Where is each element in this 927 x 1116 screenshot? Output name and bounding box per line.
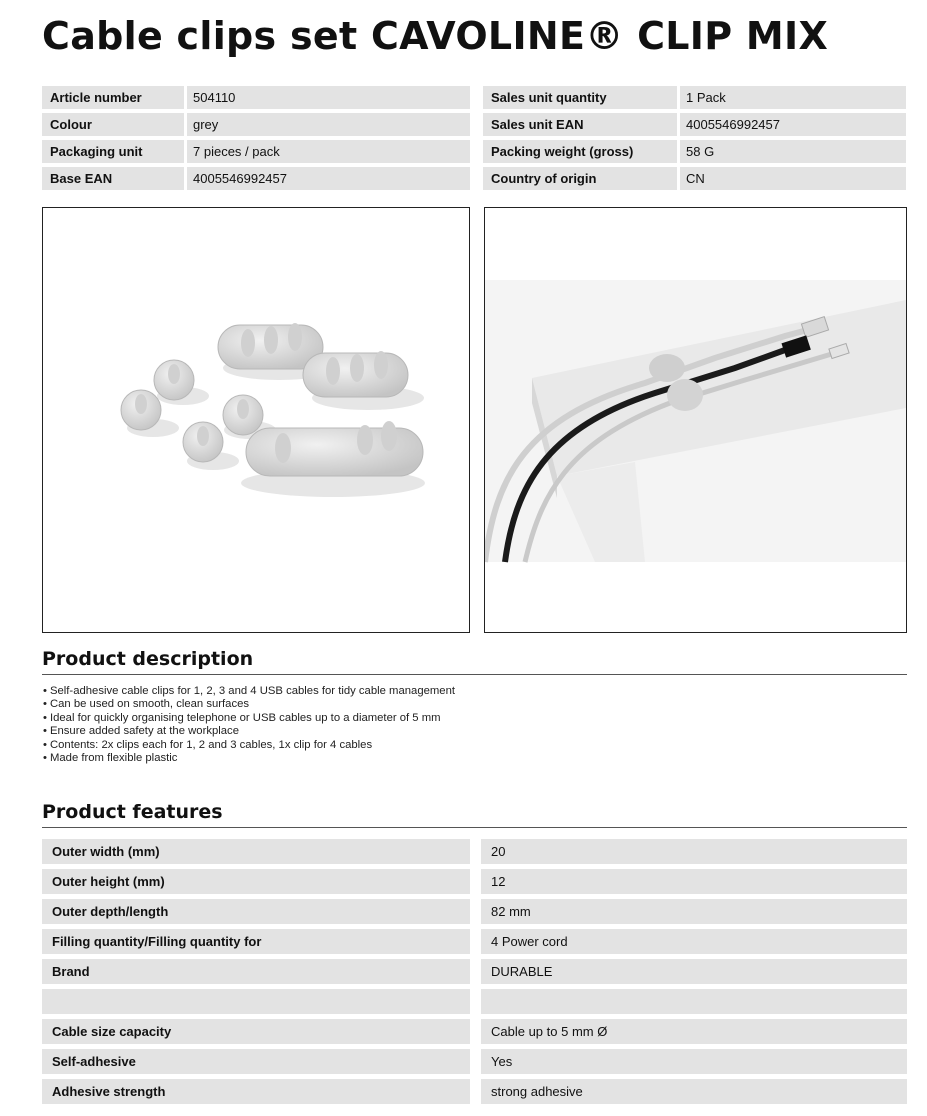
- table-row: [42, 839, 907, 864]
- feature-value: 82 mm: [481, 899, 907, 924]
- divider: [42, 674, 907, 675]
- spec-row: [483, 86, 906, 109]
- feature-value: 20: [481, 839, 907, 864]
- description-list: [43, 685, 455, 765]
- spec-label: Base EAN: [42, 167, 184, 190]
- feature-label: Outer depth/length: [42, 899, 470, 924]
- spec-value: 4005546992457: [187, 167, 470, 190]
- spec-label: Article number: [42, 86, 184, 109]
- table-row: [42, 869, 907, 894]
- table-row: [42, 1019, 907, 1044]
- spec-value: 504110: [187, 86, 470, 109]
- table-row: [42, 899, 907, 924]
- spec-table-left: [42, 86, 470, 194]
- feature-value: DURABLE: [481, 959, 907, 984]
- feature-value: 12: [481, 869, 907, 894]
- table-row: [42, 989, 907, 1014]
- spec-row: [483, 113, 906, 136]
- spec-label: Sales unit EAN: [483, 113, 677, 136]
- spec-value: 1 Pack: [680, 86, 906, 109]
- feature-label: Filling quantity/Filling quantity for: [42, 929, 470, 954]
- list-item: • Self-adhesive cable clips for 1, 2, 3 and 4 USB cables for tidy cable management: [43, 685, 455, 698]
- table-row: [42, 1049, 907, 1074]
- list-item: • Can be used on smooth, clean surfaces: [43, 698, 455, 711]
- table-row: [42, 1079, 907, 1104]
- spec-value: 58 G: [680, 140, 906, 163]
- feature-value: Yes: [481, 1049, 907, 1074]
- feature-label: Brand: [42, 959, 470, 984]
- features-heading: Product features: [42, 801, 223, 823]
- feature-value: 4 Power cord: [481, 929, 907, 954]
- divider: [42, 827, 907, 828]
- table-row: [42, 959, 907, 984]
- spec-label: Packing weight (gross): [483, 140, 677, 163]
- cable-clips-illustration: [43, 208, 469, 632]
- feature-label: Outer width (mm): [42, 839, 470, 864]
- spec-row: [483, 167, 906, 190]
- table-row: [42, 929, 907, 954]
- features-table: [42, 839, 907, 1109]
- spec-table-right: [483, 86, 906, 194]
- list-item: • Made from flexible plastic: [43, 752, 455, 765]
- feature-label: Self-adhesive: [42, 1049, 470, 1074]
- page-title: Cable clips set CAVOLINE® CLIP MIX: [42, 14, 829, 58]
- desk-with-cables-illustration: [485, 208, 906, 632]
- product-image-clips: [42, 207, 470, 633]
- feature-label: Adhesive strength: [42, 1079, 470, 1104]
- spec-row: [483, 140, 906, 163]
- description-heading: Product description: [42, 648, 254, 670]
- feature-value: [481, 989, 907, 1014]
- spec-row: [42, 167, 470, 190]
- feature-label: Cable size capacity: [42, 1019, 470, 1044]
- list-item: • Contents: 2x clips each for 1, 2 and 3 cables, 1x clip for 4 cables: [43, 739, 455, 752]
- feature-label: Outer height (mm): [42, 869, 470, 894]
- spec-value: 4005546992457: [680, 113, 906, 136]
- list-item: • Ensure added safety at the workplace: [43, 725, 455, 738]
- spec-label: Colour: [42, 113, 184, 136]
- list-item: • Ideal for quickly organising telephone or USB cables up to a diameter of 5 mm: [43, 712, 455, 725]
- spec-row: [42, 140, 470, 163]
- spec-row: [42, 86, 470, 109]
- spec-value: 7 pieces / pack: [187, 140, 470, 163]
- feature-value: Cable up to 5 mm Ø: [481, 1019, 907, 1044]
- spec-label: Country of origin: [483, 167, 677, 190]
- spec-value: CN: [680, 167, 906, 190]
- spec-label: Packaging unit: [42, 140, 184, 163]
- feature-label: [42, 989, 470, 1014]
- feature-value: strong adhesive: [481, 1079, 907, 1104]
- spec-label: Sales unit quantity: [483, 86, 677, 109]
- spec-row: [42, 113, 470, 136]
- product-image-desk: [484, 207, 907, 633]
- spec-value: grey: [187, 113, 470, 136]
